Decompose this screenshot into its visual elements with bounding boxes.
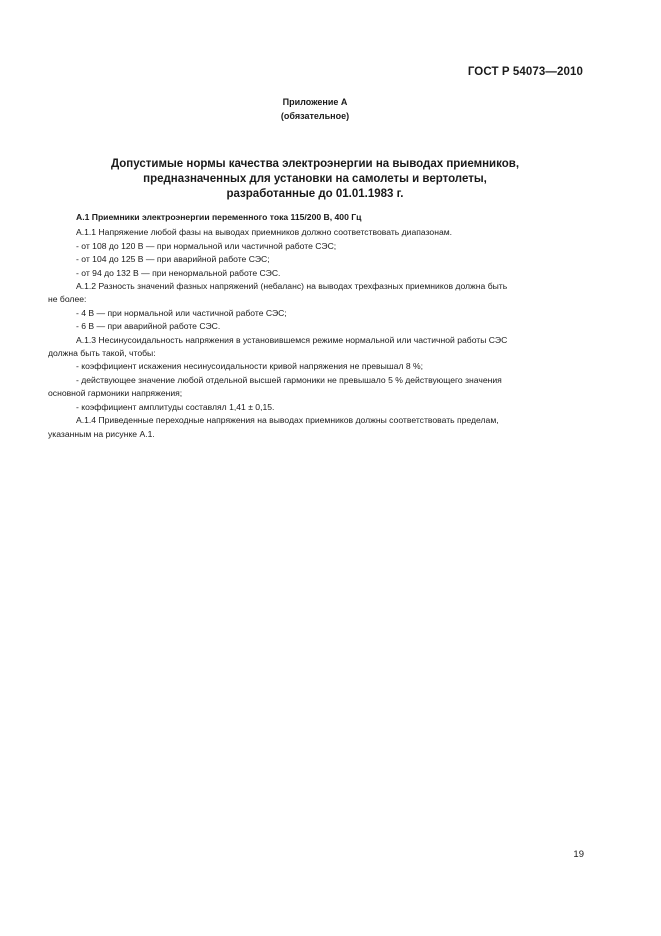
document-body	[48, 211, 584, 441]
list-item: - от 108 до 120 В — при нормальной или частичной работе СЭС;	[76, 240, 337, 251]
standard-number: ГОСТ Р 54073—2010	[467, 66, 583, 78]
list-item: - 4 В — при нормальной или частичной работе СЭС;	[76, 307, 287, 318]
list-item: - 6 В — при аварийной работе СЭС.	[76, 321, 221, 332]
section-heading: А.1 Приемники электроэнергии переменного тока 115/200 В, 400 Гц	[76, 212, 362, 222]
paragraph-a14-line1: А.1.4 Приведенные переходные напряжения на выводах приемников должны соответствовать пределам,	[76, 415, 499, 426]
page-number: 19	[573, 849, 584, 860]
title-line-1: Допустимые нормы качества электроэнергии на выводах приемников,	[110, 158, 520, 170]
paragraph-a13-line2: должна быть такой, чтобы:	[48, 348, 156, 359]
list-item: - действующее значение любой отдельной высшей гармоники не превышало 5 % действующего значения	[76, 374, 502, 385]
paragraph-a12-line1: А.1.2 Разность значений фазных напряжений (небаланс) на выводах трехфазных приемников должна быть	[76, 281, 508, 292]
title-line-2: предназначенных для установки на самолеты и вертолеты,	[143, 173, 487, 185]
list-item: - от 94 до 132 В — при ненормальной работе СЭС.	[76, 267, 281, 278]
list-item-continuation: основной гармоники напряжения;	[48, 388, 183, 399]
title-line-3: разработанные до 01.01.1983 г.	[226, 188, 404, 200]
annex-title: Приложение А	[282, 97, 348, 107]
list-item: - коэффициент искажения несинусоидальности кривой напряжения не превышал 8 %;	[76, 361, 424, 372]
annex-status: (обязательное)	[280, 111, 350, 121]
paragraph-a13-line1: А.1.3 Несинусоидальность напряжения в установившемся режиме нормальной или частичной работы СЭС	[76, 334, 508, 345]
paragraph-a14-line2: указанным на рисунке А.1.	[48, 428, 155, 439]
document-title	[0, 157, 630, 202]
list-item: - от 104 до 125 В — при аварийной работе СЭС;	[76, 254, 270, 265]
list-item: - коэффициент амплитуды составлял 1,41 ± 0,15.	[76, 401, 275, 412]
paragraph-a11: А.1.1 Напряжение любой фазы на выводах приемников должно соответствовать диапазонам.	[76, 227, 453, 238]
annex-heading	[0, 95, 630, 123]
paragraph-a12-line2: не более:	[48, 294, 87, 305]
